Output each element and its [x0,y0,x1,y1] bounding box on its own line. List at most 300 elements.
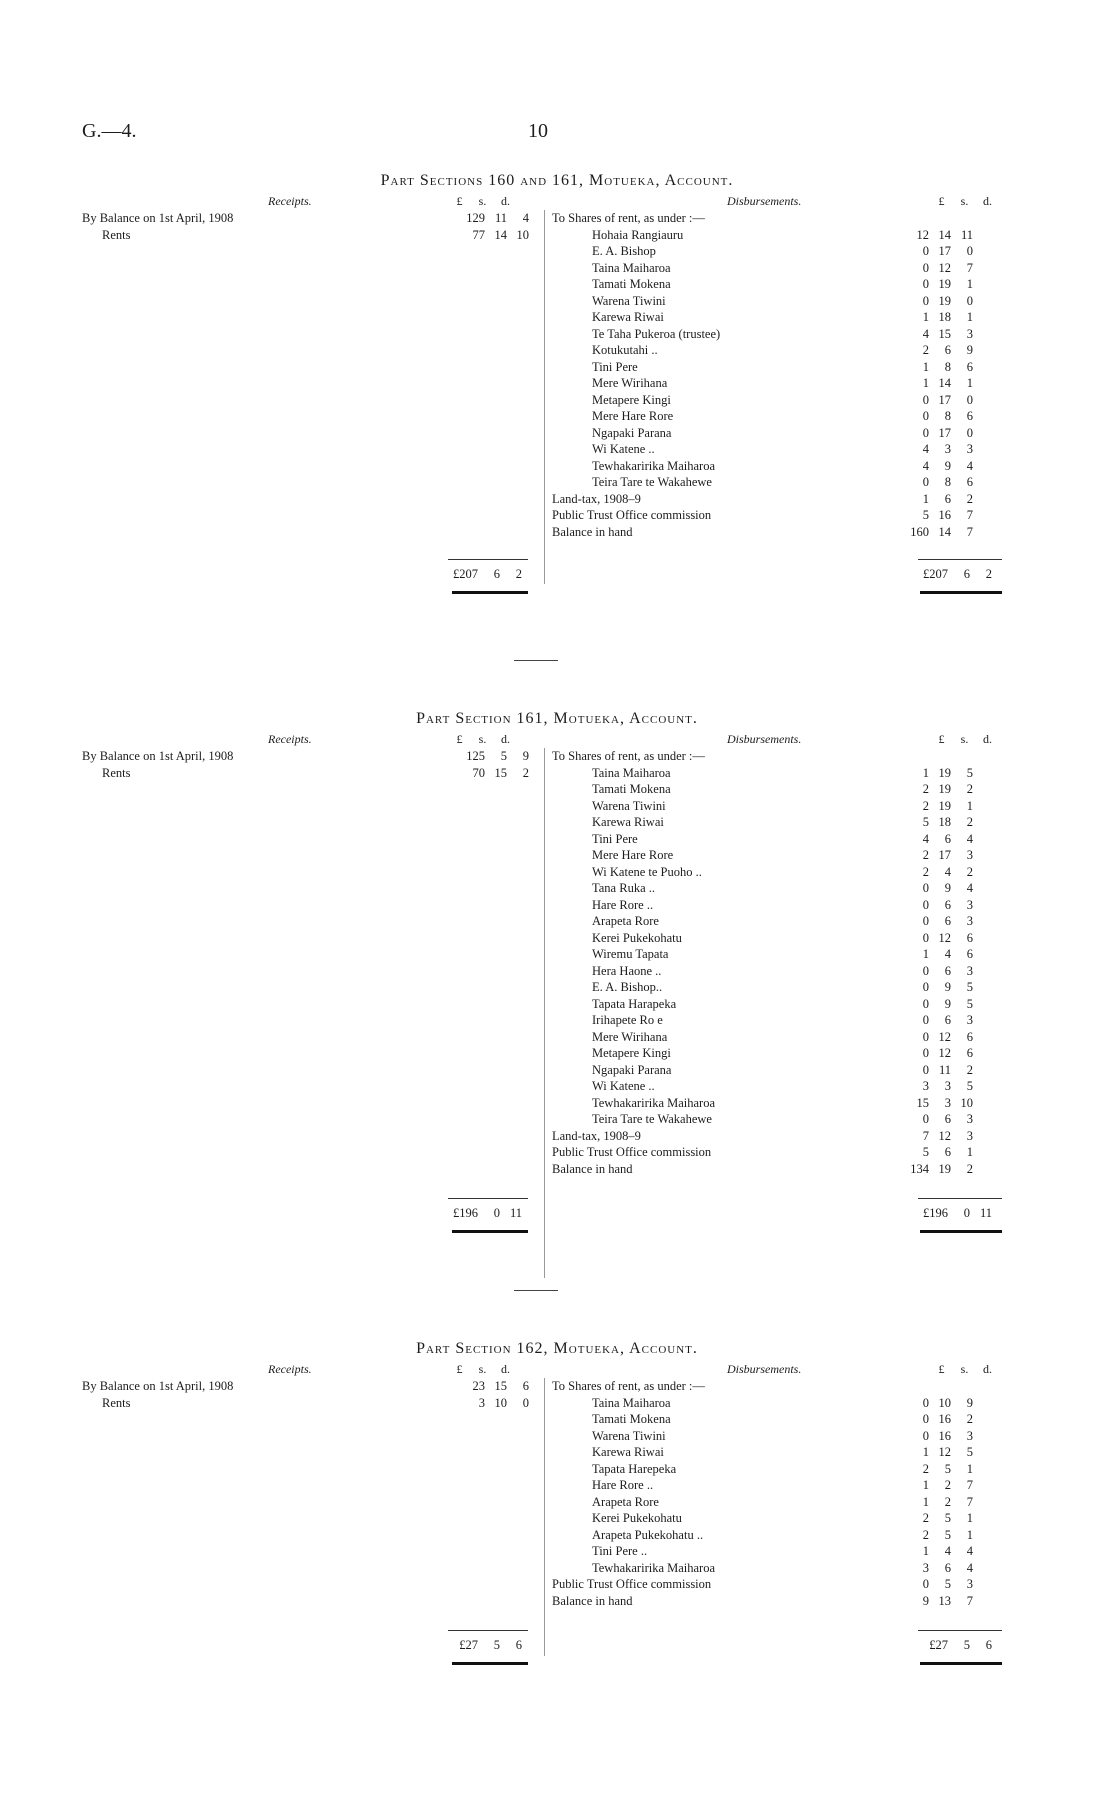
double-rule [920,1662,1002,1665]
disbursement-label: Tewhakaririka Maiharoa [592,1560,716,1575]
shillings: 17 [938,425,951,440]
shillings: 4 [944,864,951,879]
pence-col: d. [983,732,992,746]
disbursement-row [552,996,1012,1013]
report-code: G.—4. [82,120,137,142]
double-rule [920,591,1002,594]
pounds: 125 [466,749,485,763]
pounds: 0 [922,409,929,423]
pounds-col: £ [938,1362,945,1376]
receipt-label: Rents [102,1395,131,1410]
amount [899,1012,973,1029]
disbursement-label: Mere Hare Rore [592,848,674,862]
disbursement-label: Balance in hand [552,1161,633,1176]
shillings: 2 [944,1478,951,1492]
amount [455,748,529,765]
pence: 1 [966,277,973,291]
disbursement-label: Te Taha Pukeroa (trustee) [592,326,721,341]
pence: 0 [522,1395,529,1410]
pounds: 1 [922,1494,929,1509]
pounds-col: £ [938,194,945,208]
disbursement-label: Kerei Pukekohatu [592,1511,682,1525]
disbursements-total: £196 0 11 [923,1206,992,1220]
section-separator [514,1290,558,1291]
disbursement-label: Metapere Kingi [592,392,671,407]
pounds: 0 [922,277,929,291]
pounds-col: £ [456,732,463,746]
disbursements-list [552,748,1012,1177]
pounds: 3 [922,1079,929,1093]
pence-col: d. [983,194,992,208]
disbursement-label: Arapeta Rore [592,1494,659,1509]
amount [899,781,973,798]
pounds: 129 [466,211,485,225]
pence: 0 [966,425,973,440]
disbursement-row [552,913,1012,930]
shillings: 9 [944,996,951,1011]
currency-columns [448,194,517,209]
pence: 0 [966,244,973,258]
pence: 3 [966,1112,973,1126]
disbursement-row [552,1576,1012,1593]
pounds: 0 [922,996,929,1011]
disbursement-row [552,1045,1012,1062]
disbursement-label: Tewhakaririka Maiharoa [592,458,716,473]
pence: 3 [966,326,973,341]
disbursement-row [552,847,1012,864]
shillings: 19 [938,277,951,291]
receipts-heading: Receipts. [268,1362,312,1376]
currency-columns [930,194,999,209]
amount [455,227,529,244]
disbursements-heading: Disbursements. [727,732,802,746]
pence: 3 [966,1577,973,1591]
disbursement-row [552,946,1012,963]
pence-col: d. [501,194,510,208]
disbursement-label: Taina Maiharoa [592,260,671,275]
pounds: 4 [922,458,929,473]
disbursement-label: Arapeta Pukekohatu .. [592,1527,704,1542]
disbursement-label: E. A. Bishop [592,244,656,258]
shillings: 12 [938,1029,951,1044]
pounds: 2 [922,1461,929,1476]
account-title: Part Section 162, Motueka, Account. [416,1340,698,1357]
disbursement-label: Karewa Riwai [592,1445,664,1459]
disbursement-intro-text: To Shares of rent, as under :— [552,749,705,763]
receipt-row [82,227,542,244]
disbursement-intro [552,1378,1012,1395]
pence: 4 [966,1560,973,1575]
disbursement-row [552,1012,1012,1029]
total-rule [918,559,1002,560]
shillings: 16 [938,1412,951,1426]
disbursement-label: Karewa Riwai [592,815,664,829]
pence: 6 [966,359,973,374]
shillings-col: s. [478,732,487,746]
pounds: 2 [922,782,929,796]
amount [899,1062,973,1079]
shillings: 6 [944,491,951,506]
pounds: 0 [922,1112,929,1126]
pence: 0 [966,392,973,407]
column-divider [544,1378,545,1656]
pounds: 0 [922,1029,929,1044]
pence: 6 [966,947,973,961]
amount [899,1527,973,1544]
pence: 5 [966,980,973,994]
disbursement-label: Mere Wirihana [592,376,668,390]
disbursement-row [552,930,1012,947]
amount [899,913,973,930]
pounds: 0 [922,881,929,895]
shillings: 5 [944,1527,951,1542]
receipts-heading: Receipts. [268,732,312,746]
currency-columns [930,1362,999,1377]
shillings: 6 [944,1560,951,1575]
pounds: 0 [922,930,929,945]
amount [899,260,973,277]
amount [899,474,973,491]
pence: 2 [966,782,973,796]
pounds: 15 [916,1095,929,1110]
shillings: 12 [938,1445,951,1459]
pence: 2 [966,1161,973,1176]
amount [899,1029,973,1046]
amount [899,243,973,260]
pence: 7 [966,1478,973,1492]
shillings: 11 [938,1062,951,1077]
shillings: 14 [938,524,951,539]
double-rule [452,591,528,594]
column-divider [544,210,545,584]
shillings-col: s. [960,732,969,746]
currency-columns [448,1362,517,1377]
disbursement-row [552,243,1012,260]
pounds: 1 [922,359,929,374]
disbursement-label: Ngapaki Parana [592,1062,672,1077]
disbursement-label: Irihapete Ro e [592,1013,663,1027]
disbursements-list [552,1378,1012,1609]
disbursement-label: Hare Rore .. [592,1478,654,1492]
shillings: 16 [938,508,951,522]
disbursement-row [552,1029,1012,1046]
amount [899,293,973,310]
pence: 2 [966,491,973,506]
pence: 1 [966,1145,973,1159]
shillings: 12 [938,1128,951,1143]
amount [899,1461,973,1478]
disbursement-row [552,524,1012,541]
disbursement-label: Warena Tiwini [592,1428,666,1443]
amount [899,408,973,425]
double-rule [452,1662,528,1665]
pounds: 0 [922,1013,929,1027]
amount [899,897,973,914]
shillings: 16 [938,1428,951,1443]
shillings: 6 [944,1013,951,1027]
amount [899,979,973,996]
disbursement-row [552,392,1012,409]
pounds: 0 [922,914,929,928]
disbursement-label: Hare Rore .. [592,897,654,912]
disbursement-row [552,375,1012,392]
pence: 6 [966,475,973,489]
pounds: 0 [922,425,929,440]
pence: 4 [966,458,973,473]
disbursement-row [552,1593,1012,1610]
pounds: 7 [922,1128,929,1143]
receipt-label: By Balance on 1st April, 1908 [82,749,234,763]
pounds: 0 [922,260,929,275]
amount [899,1494,973,1511]
pence: 1 [966,798,973,813]
amount [899,814,973,831]
shillings: 6 [944,1145,951,1159]
pounds: 4 [922,831,929,846]
disbursement-row [552,359,1012,376]
shillings-col: s. [478,194,487,208]
pence: 6 [966,930,973,945]
pence: 3 [966,1013,973,1027]
amount [899,425,973,442]
disbursement-row [552,781,1012,798]
pounds: 3 [922,1560,929,1575]
pounds: 134 [910,1161,929,1176]
amount [899,847,973,864]
disbursement-label: Teira Tare te Wakahewe [592,475,712,489]
disbursements-list [552,210,1012,540]
disbursement-row [552,1161,1012,1178]
pounds: 1 [922,1445,929,1459]
disbursement-label: Metapere Kingi [592,1046,671,1060]
pounds: 9 [922,1593,929,1608]
disbursements-total: £27 5 6 [929,1638,992,1652]
disbursement-label: Balance in hand [552,524,633,539]
pounds: 12 [916,227,929,242]
disbursement-label: Tapata Harepeka [592,1461,677,1476]
pence-col: d. [501,732,510,746]
amount [899,1560,973,1577]
receipt-label: Rents [102,765,131,780]
page-number: 10 [528,120,548,142]
disbursement-label: Tamati Mokena [592,1412,671,1426]
shillings: 4 [944,947,951,961]
disbursement-label: Teira Tare te Wakahewe [592,1112,712,1126]
pounds: 160 [910,524,929,539]
pence: 4 [966,881,973,895]
pence-col: d. [983,1362,992,1376]
pence: 0 [966,293,973,308]
disbursement-label: Tana Ruka .. [592,881,655,895]
disbursement-label: Taina Maiharoa [592,765,671,780]
pence: 4 [522,211,529,225]
shillings: 11 [494,211,507,225]
shillings: 17 [938,848,951,862]
shillings: 10 [938,1395,951,1410]
receipts-heading: Receipts. [268,194,312,208]
disbursement-row [552,831,1012,848]
shillings-col: s. [960,1362,969,1376]
shillings: 3 [944,1079,951,1093]
shillings: 8 [944,359,951,374]
amount [899,458,973,475]
disbursement-row [552,897,1012,914]
pounds: 0 [922,1395,929,1410]
shillings: 19 [938,293,951,308]
disbursement-label: Hera Haone .. [592,963,662,978]
disbursement-row [552,441,1012,458]
pounds: 0 [922,1062,929,1077]
shillings: 6 [944,897,951,912]
disbursement-row [552,326,1012,343]
pounds: 0 [922,963,929,978]
pence: 9 [966,1395,973,1410]
disbursement-row [552,963,1012,980]
pounds: 70 [472,765,485,780]
disbursement-row [552,1560,1012,1577]
shillings: 9 [944,458,951,473]
pounds: 0 [922,1428,929,1443]
pounds: 0 [922,980,929,994]
shillings: 19 [938,1161,951,1176]
amount [899,342,973,359]
disbursement-row [552,765,1012,782]
disbursements-heading: Disbursements. [727,1362,802,1376]
shillings: 14 [938,227,951,242]
disbursement-label: Tini Pere [592,831,638,846]
disbursement-row [552,408,1012,425]
pounds: 2 [922,1527,929,1542]
pence: 7 [966,1494,973,1509]
disbursement-label: Tamati Mokena [592,277,671,291]
shillings: 6 [944,963,951,978]
pounds: 0 [922,392,929,407]
pence: 1 [966,310,973,324]
receipt-label: Rents [102,227,131,242]
amount [899,1411,973,1428]
amount [899,1128,973,1145]
disbursement-row [552,293,1012,310]
pounds: 0 [922,1577,929,1591]
disbursement-row [552,880,1012,897]
amount [899,1543,973,1560]
disbursement-row [552,1494,1012,1511]
pounds: 1 [922,1478,929,1492]
disbursement-row [552,1461,1012,1478]
pounds: 2 [922,798,929,813]
shillings: 8 [944,409,951,423]
amount [455,210,529,227]
pounds: 5 [922,815,929,829]
amount [899,1593,973,1610]
pence: 7 [966,508,973,522]
pounds-col: £ [456,194,463,208]
pence: 7 [966,260,973,275]
amount [899,1395,973,1412]
shillings-col: s. [478,1362,487,1376]
disbursement-row [552,1428,1012,1445]
pence: 1 [966,1511,973,1525]
pounds: 0 [922,293,929,308]
disbursement-intro-text: To Shares of rent, as under :— [552,1379,705,1393]
amount [899,930,973,947]
pence: 2 [966,1062,973,1077]
disbursement-row [552,1395,1012,1412]
disbursement-label: Ngapaki Parana [592,425,672,440]
disbursement-row [552,979,1012,996]
disbursement-row [552,458,1012,475]
receipt-label: By Balance on 1st April, 1908 [82,1379,234,1393]
receipts-list [82,748,542,781]
pence: 6 [966,409,973,423]
shillings: 9 [944,980,951,994]
pence: 5 [966,1079,973,1093]
shillings: 19 [938,765,951,780]
total-rule [918,1198,1002,1199]
amount [899,963,973,980]
disbursement-label: Warena Tiwini [592,798,666,813]
pence: 1 [966,1527,973,1542]
pounds: 3 [478,1395,485,1410]
disbursement-row [552,798,1012,815]
disbursement-row [552,1543,1012,1560]
disbursement-label: Wiremu Tapata [592,947,669,961]
shillings: 12 [938,1046,951,1060]
receipts-total: £207 6 2 [453,567,522,581]
disbursement-row [552,1062,1012,1079]
amount [899,507,973,524]
disbursement-label: Public Trust Office commission [552,508,712,522]
amount [899,1111,973,1128]
shillings: 6 [944,343,951,357]
shillings: 8 [944,475,951,489]
disbursement-row [552,1095,1012,1112]
disbursement-label: Mere Wirihana [592,1029,668,1044]
shillings: 14 [494,227,507,242]
pounds: 77 [472,227,485,242]
amount [899,1576,973,1593]
pence: 3 [966,897,973,912]
disbursement-row [552,1477,1012,1494]
disbursement-label: Karewa Riwai [592,310,664,324]
amount [899,864,973,881]
total-rule [448,559,528,560]
pounds: 2 [922,1511,929,1525]
shillings: 15 [494,1379,507,1393]
disbursement-row [552,1128,1012,1145]
pounds: 23 [472,1379,485,1393]
disbursement-row [552,1444,1012,1461]
disbursement-label: Wi Katene .. [592,1079,655,1093]
amount [899,1477,973,1494]
disbursements-total: £207 6 2 [923,567,992,581]
disbursement-label: Tini Pere [592,359,638,374]
pence: 3 [966,1128,973,1143]
amount [899,1161,973,1178]
double-rule [920,1230,1002,1233]
amount [899,1444,973,1461]
pence: 1 [966,376,973,390]
shillings: 17 [938,244,951,258]
disbursement-label: Tini Pere .. [592,1544,648,1558]
pence: 5 [966,765,973,780]
amount [899,326,973,343]
amount [899,1510,973,1527]
pence: 4 [966,831,973,846]
disbursement-row [552,474,1012,491]
pence: 9 [522,749,529,763]
receipt-label: By Balance on 1st April, 1908 [82,211,234,225]
